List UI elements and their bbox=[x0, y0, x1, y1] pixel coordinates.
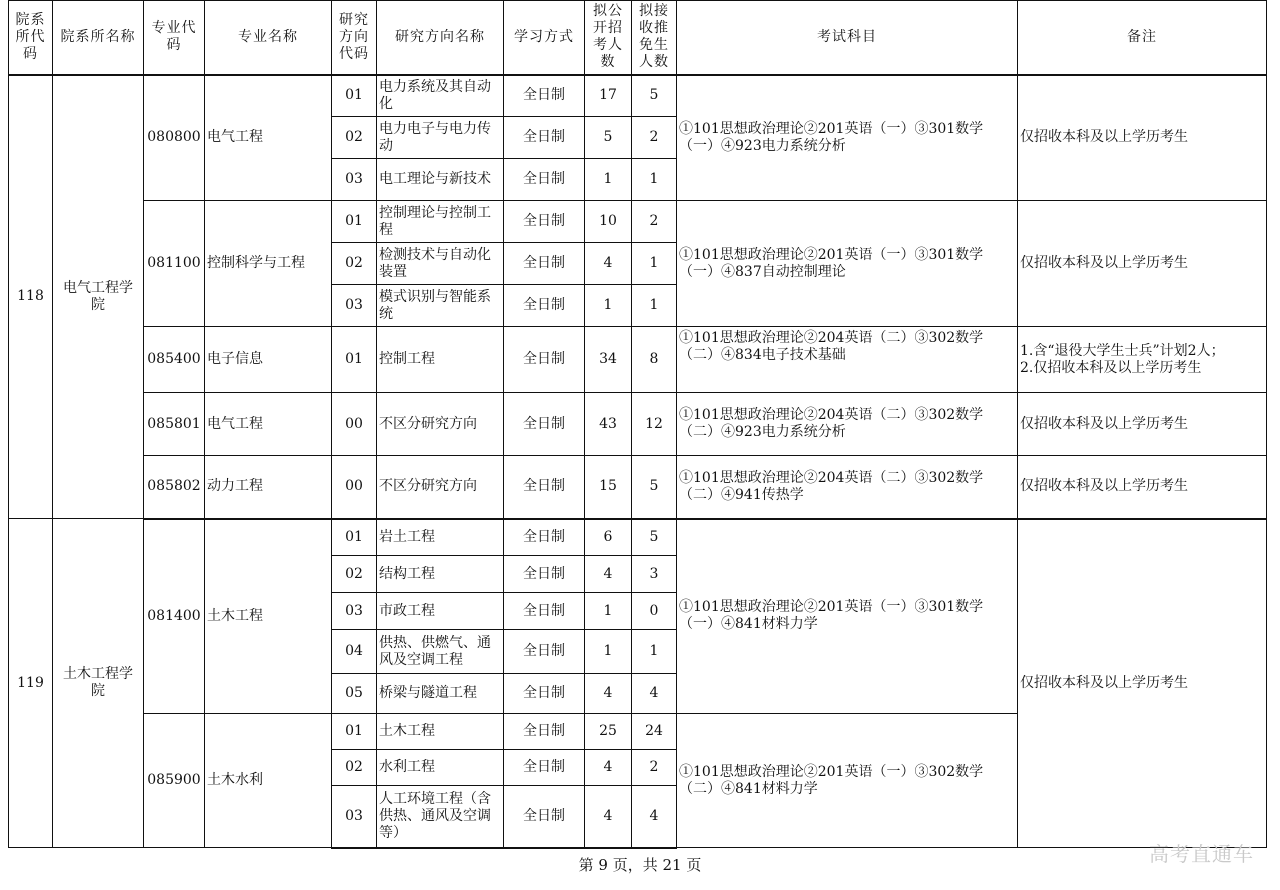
watermark: 高考直通车 bbox=[1149, 842, 1254, 866]
header-direction-code: 研究方向代码 bbox=[332, 1, 377, 75]
direction-name: 人工环境工程（含供热、通风及空调等） bbox=[377, 786, 504, 848]
direction-code: 01 bbox=[332, 714, 377, 750]
dept-code: 119 bbox=[9, 519, 53, 848]
exempt-count: 2 bbox=[632, 201, 677, 243]
exempt-count: 4 bbox=[632, 786, 677, 848]
remarks: 仅招收本科及以上学历考生 bbox=[1018, 519, 1267, 848]
header-remarks: 备注 bbox=[1018, 1, 1267, 75]
study-mode: 全日制 bbox=[504, 117, 585, 159]
direction-code: 02 bbox=[332, 556, 377, 593]
study-mode: 全日制 bbox=[504, 201, 585, 243]
direction-code: 04 bbox=[332, 630, 377, 674]
direction-code: 01 bbox=[332, 327, 377, 393]
plan-count: 6 bbox=[585, 519, 632, 556]
plan-count: 25 bbox=[585, 714, 632, 750]
study-mode: 全日制 bbox=[504, 786, 585, 848]
plan-count: 5 bbox=[585, 117, 632, 159]
direction-code: 01 bbox=[332, 75, 377, 117]
header-exempt-count: 拟接收推免生人数 bbox=[632, 1, 677, 75]
plan-count: 34 bbox=[585, 327, 632, 393]
exempt-count: 4 bbox=[632, 674, 677, 714]
exempt-count: 1 bbox=[632, 243, 677, 285]
major-name: 电子信息 bbox=[205, 327, 332, 393]
direction-name: 不区分研究方向 bbox=[377, 456, 504, 519]
plan-count: 1 bbox=[585, 593, 632, 630]
major-name: 控制科学与工程 bbox=[205, 201, 332, 327]
plan-count: 1 bbox=[585, 159, 632, 201]
header-major-name: 专业名称 bbox=[205, 1, 332, 75]
direction-code: 03 bbox=[332, 159, 377, 201]
plan-count: 4 bbox=[585, 750, 632, 786]
exam-subjects: ①101思想政治理论②204英语（二）③302数学（二）④834电子技术基础 bbox=[677, 327, 1018, 393]
study-mode: 全日制 bbox=[504, 556, 585, 593]
exempt-count: 5 bbox=[632, 456, 677, 519]
exam-subjects: ①101思想政治理论②201英语（一）③301数学（一）④841材料力学 bbox=[677, 519, 1018, 714]
study-mode: 全日制 bbox=[504, 750, 585, 786]
table-row bbox=[9, 519, 1267, 556]
dept-name: 土木工程学院 bbox=[53, 519, 144, 848]
exempt-count: 1 bbox=[632, 285, 677, 327]
plan-count: 4 bbox=[585, 786, 632, 848]
header-dept-code: 院系所代码 bbox=[9, 1, 53, 75]
page-number: 第 9 页，共 21 页 bbox=[578, 856, 702, 874]
exempt-count: 1 bbox=[632, 159, 677, 201]
direction-code: 03 bbox=[332, 285, 377, 327]
direction-code: 01 bbox=[332, 519, 377, 556]
remarks: 仅招收本科及以上学历考生 bbox=[1018, 393, 1267, 456]
direction-name: 检测技术与自动化装置 bbox=[377, 243, 504, 285]
direction-name: 电力电子与电力传动 bbox=[377, 117, 504, 159]
direction-name: 桥梁与隧道工程 bbox=[377, 674, 504, 714]
header-exam-subjects: 考试科目 bbox=[677, 1, 1018, 75]
major-code: 081100 bbox=[144, 201, 205, 327]
plan-count: 43 bbox=[585, 393, 632, 456]
table-row bbox=[9, 393, 1267, 456]
direction-code: 03 bbox=[332, 786, 377, 848]
exempt-count: 3 bbox=[632, 556, 677, 593]
exempt-count: 5 bbox=[632, 75, 677, 117]
table-row bbox=[9, 75, 1267, 117]
exempt-count: 2 bbox=[632, 750, 677, 786]
study-mode: 全日制 bbox=[504, 393, 585, 456]
major-name: 电气工程 bbox=[205, 393, 332, 456]
plan-count: 17 bbox=[585, 75, 632, 117]
header-dept-name: 院系所名称 bbox=[53, 1, 144, 75]
exempt-count: 5 bbox=[632, 519, 677, 556]
remarks: 仅招收本科及以上学历考生 bbox=[1018, 201, 1267, 327]
plan-count: 4 bbox=[585, 556, 632, 593]
direction-code: 03 bbox=[332, 593, 377, 630]
plan-count: 1 bbox=[585, 630, 632, 674]
direction-name: 控制工程 bbox=[377, 327, 504, 393]
direction-name: 模式识别与智能系统 bbox=[377, 285, 504, 327]
dept-code: 118 bbox=[9, 75, 53, 519]
plan-count: 1 bbox=[585, 285, 632, 327]
study-mode: 全日制 bbox=[504, 593, 585, 630]
exempt-count: 24 bbox=[632, 714, 677, 750]
study-mode: 全日制 bbox=[504, 630, 585, 674]
direction-code: 02 bbox=[332, 117, 377, 159]
study-mode: 全日制 bbox=[504, 519, 585, 556]
table-row bbox=[9, 201, 1267, 243]
plan-count: 4 bbox=[585, 674, 632, 714]
header-study-mode: 学习方式 bbox=[504, 1, 585, 75]
header-direction-name: 研究方向名称 bbox=[377, 1, 504, 75]
major-code: 085400 bbox=[144, 327, 205, 393]
direction-code: 02 bbox=[332, 243, 377, 285]
dept-name: 电气工程学院 bbox=[53, 75, 144, 519]
direction-name: 控制理论与控制工程 bbox=[377, 201, 504, 243]
direction-name: 电力系统及其自动化 bbox=[377, 75, 504, 117]
exam-subjects: ①101思想政治理论②201英语（一）③302数学（二）④841材料力学 bbox=[677, 714, 1018, 848]
remarks: 1.含“退役大学生士兵”计划2人； 2.仅招收本科及以上学历考生 bbox=[1018, 327, 1267, 393]
direction-code: 00 bbox=[332, 456, 377, 519]
table-row bbox=[9, 327, 1267, 393]
major-name: 土木工程 bbox=[205, 519, 332, 714]
direction-code: 02 bbox=[332, 750, 377, 786]
direction-name: 供热、供燃气、通风及空调工程 bbox=[377, 630, 504, 674]
major-name: 电气工程 bbox=[205, 75, 332, 201]
exempt-count: 12 bbox=[632, 393, 677, 456]
exam-subjects: ①101思想政治理论②201英语（一）③301数学（一）④837自动控制理论 bbox=[677, 201, 1018, 327]
remarks: 仅招收本科及以上学历考生 bbox=[1018, 456, 1267, 519]
study-mode: 全日制 bbox=[504, 327, 585, 393]
enrollment-table bbox=[8, 0, 1267, 849]
direction-name: 电工理论与新技术 bbox=[377, 159, 504, 201]
study-mode: 全日制 bbox=[504, 243, 585, 285]
major-name: 土木水利 bbox=[205, 714, 332, 848]
plan-count: 10 bbox=[585, 201, 632, 243]
header-plan-count: 拟公开招考人数 bbox=[585, 1, 632, 75]
direction-name: 结构工程 bbox=[377, 556, 504, 593]
major-code: 085900 bbox=[144, 714, 205, 848]
exam-subjects: ①101思想政治理论②201英语（一）③301数学（一）④923电力系统分析 bbox=[677, 75, 1018, 201]
major-code: 085801 bbox=[144, 393, 205, 456]
direction-code: 05 bbox=[332, 674, 377, 714]
major-code: 085802 bbox=[144, 456, 205, 519]
study-mode: 全日制 bbox=[504, 285, 585, 327]
table-row bbox=[9, 456, 1267, 519]
major-code: 081400 bbox=[144, 519, 205, 714]
plan-count: 4 bbox=[585, 243, 632, 285]
study-mode: 全日制 bbox=[504, 714, 585, 750]
study-mode: 全日制 bbox=[504, 674, 585, 714]
exam-subjects: ①101思想政治理论②204英语（二）③302数学（二）④923电力系统分析 bbox=[677, 393, 1018, 456]
exempt-count: 2 bbox=[632, 117, 677, 159]
exempt-count: 0 bbox=[632, 593, 677, 630]
header-major-code: 专业代码 bbox=[144, 1, 205, 75]
direction-name: 市政工程 bbox=[377, 593, 504, 630]
study-mode: 全日制 bbox=[504, 159, 585, 201]
exempt-count: 8 bbox=[632, 327, 677, 393]
study-mode: 全日制 bbox=[504, 456, 585, 519]
exam-subjects: ①101思想政治理论②204英语（二）③302数学（二）④941传热学 bbox=[677, 456, 1018, 519]
major-name: 动力工程 bbox=[205, 456, 332, 519]
direction-name: 岩土工程 bbox=[377, 519, 504, 556]
direction-name: 不区分研究方向 bbox=[377, 393, 504, 456]
direction-name: 土木工程 bbox=[377, 714, 504, 750]
plan-count: 15 bbox=[585, 456, 632, 519]
direction-code: 01 bbox=[332, 201, 377, 243]
exempt-count: 1 bbox=[632, 630, 677, 674]
remarks: 仅招收本科及以上学历考生 bbox=[1018, 75, 1267, 201]
major-code: 080800 bbox=[144, 75, 205, 201]
direction-name: 水利工程 bbox=[377, 750, 504, 786]
direction-code: 00 bbox=[332, 393, 377, 456]
study-mode: 全日制 bbox=[504, 75, 585, 117]
